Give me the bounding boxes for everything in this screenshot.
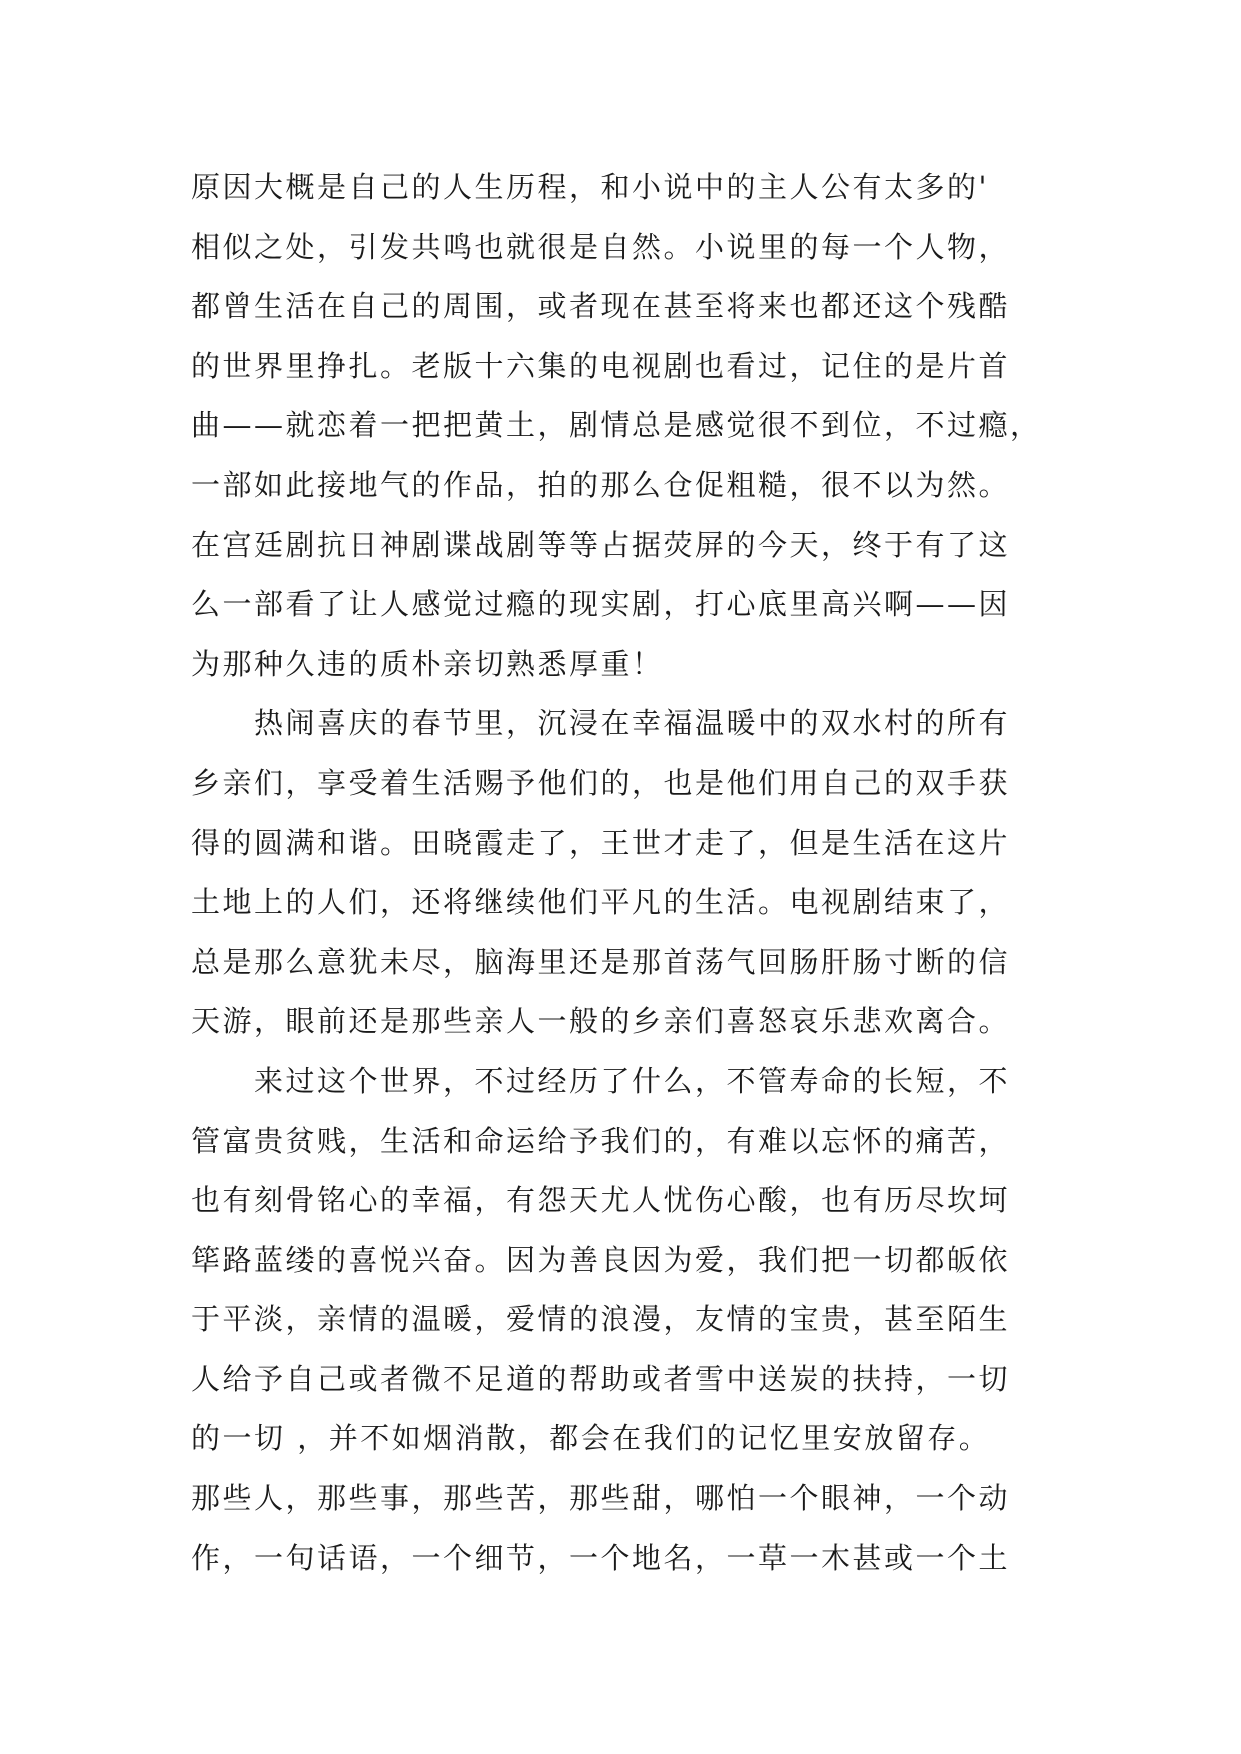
text-line: 作，一句话语，一个细节，一个地名，一草一木甚或一个土 bbox=[191, 1540, 1011, 1575]
text-line: 来过这个世界，不过经历了什么，不管寿命的长短，不 bbox=[191, 1063, 1011, 1098]
text-line: 热闹喜庆的春节里，沉浸在幸福温暖中的双水村的所有 bbox=[191, 706, 1011, 741]
text-line: 人给予自己或者微不足道的帮助或者雪中送炭的扶持，一切 bbox=[191, 1361, 1011, 1396]
text-line: 相似之处，引发共鸣也就很是自然。小说里的每一个人物， bbox=[191, 229, 1011, 264]
text-line: 筚路蓝缕的喜悦兴奋。因为善良因为爱，我们把一切都皈依 bbox=[191, 1242, 1011, 1277]
text-line: 管富贵贫贱，生活和命运给予我们的，有难以忘怀的痛苦， bbox=[191, 1123, 1011, 1158]
text-line: 的世界里挣扎。老版十六集的电视剧也看过，记住的是片首 bbox=[191, 348, 1011, 383]
text-line: 乡亲们，享受着生活赐予他们的，也是他们用自己的双手获 bbox=[191, 765, 1011, 800]
text-line: 都曾生活在自己的周围，或者现在甚至将来也都还这个残酷 bbox=[191, 289, 1011, 324]
text-line: 天游，眼前还是那些亲人一般的乡亲们喜怒哀乐悲欢离合。 bbox=[191, 1004, 1011, 1039]
text-line: 总是那么意犹未尽，脑海里还是那首荡气回肠肝肠寸断的信 bbox=[191, 944, 1011, 979]
text-line: 那些人，那些事，那些苦，那些甜，哪怕一个眼神，一个动 bbox=[191, 1481, 1011, 1516]
text-line: 于平淡，亲情的温暖，爱情的浪漫，友情的宝贵，甚至陌生 bbox=[191, 1302, 1011, 1337]
text-line: 的一切 ，并不如烟消散，都会在我们的记忆里安放留存。 bbox=[191, 1421, 991, 1456]
text-line: 一部如此接地气的作品，拍的那么仓促粗糙，很不以为然。 bbox=[191, 467, 1011, 502]
text-line: 得的圆满和谐。田晓霞走了，王世才走了，但是生活在这片 bbox=[191, 825, 1011, 860]
text-line: 也有刻骨铭心的幸福，有怨天尤人忧伤心酸，也有历尽坎坷 bbox=[191, 1183, 1011, 1218]
body-text bbox=[191, 158, 1071, 1588]
text-line: 曲——就恋着一把把黄土，剧情总是感觉很不到位，不过瘾， bbox=[191, 408, 1042, 443]
text-line: 在宫廷剧抗日神剧谍战剧等等占据荧屏的今天，终于有了这 bbox=[191, 527, 1011, 562]
text-line: 原因大概是自己的人生历程，和小说中的主人公有太多的' bbox=[191, 170, 989, 204]
text-line: 土地上的人们，还将继续他们平凡的生活。电视剧结束了， bbox=[191, 885, 1011, 920]
text-line: 为那种久违的质朴亲切熟悉厚重！ bbox=[191, 646, 664, 681]
text-line: 么一部看了让人感觉过瘾的现实剧，打心底里高兴啊——因 bbox=[191, 587, 1011, 622]
